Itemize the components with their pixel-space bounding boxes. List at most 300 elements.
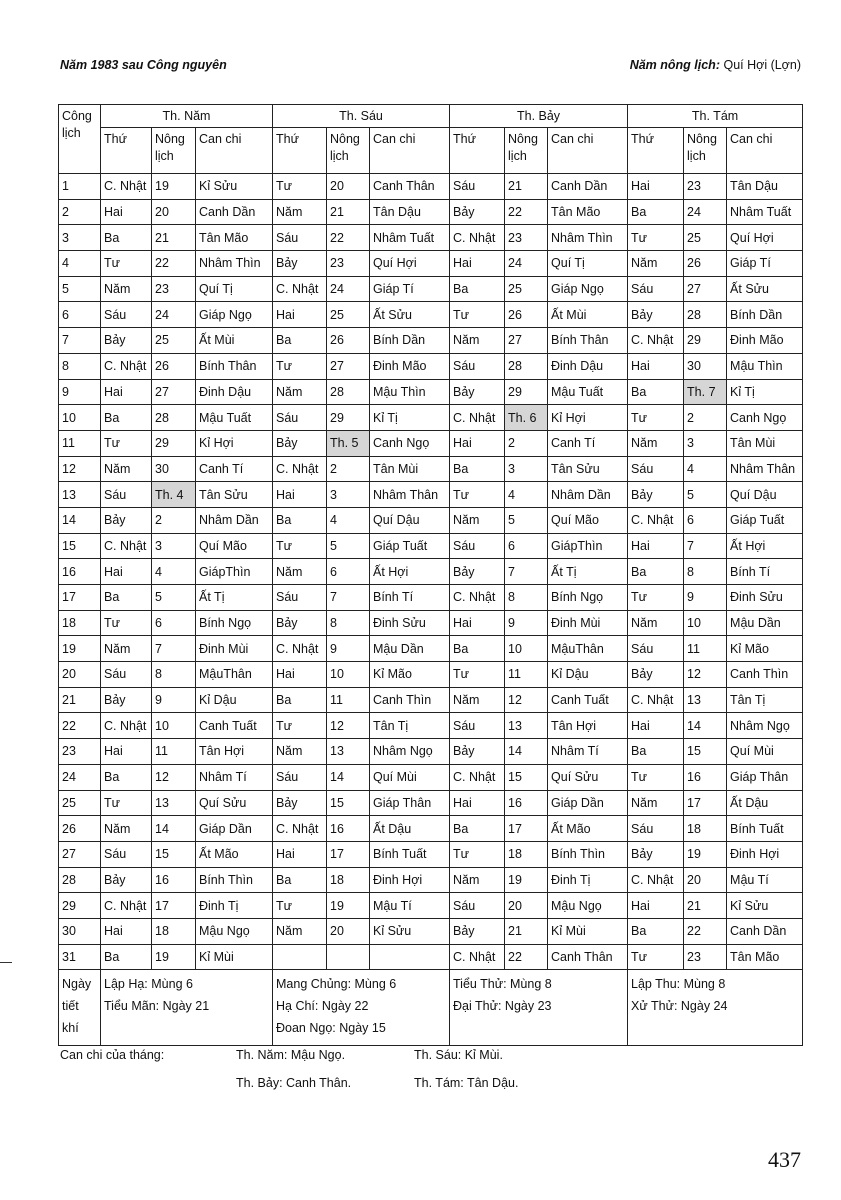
lunar-day-cell: 13 [684,687,727,713]
calendar-body [59,174,803,970]
lunar-day-cell: 7 [684,533,727,559]
can-chi-cell: Đinh Tị [548,867,628,893]
lunar-day-cell: Th. 7 [684,379,727,405]
can-chi-cell: Nhâm Thân [727,456,803,482]
lunar-day-cell: 5 [152,585,196,611]
cong-lich-header: Công lịch [59,105,101,174]
solar-terms-cell [273,970,450,1046]
can-chi-cell: Quí Tị [196,276,273,302]
can-chi-cell: Quí Mùi [727,739,803,765]
can-chi-cell: Kỉ Sửu [196,174,273,200]
can-chi-cell: Kỉ Tị [727,379,803,405]
can-chi-cell: Tân Mão [196,225,273,251]
lunar-day-cell: 8 [505,585,548,611]
can-chi-cell: Kỉ Hợi [196,430,273,456]
lunar-day-cell: 13 [152,790,196,816]
can-chi-cell: Tân Sửu [548,456,628,482]
lunar-day-cell: 25 [505,276,548,302]
sub-header-thu: Thứ [273,128,327,174]
weekday-cell: Năm [628,251,684,277]
sub-header-nong-lich: Nông lịch [327,128,370,174]
weekday-cell: Sáu [273,405,327,431]
weekday-cell: Bảy [273,430,327,456]
solar-day-cell: 26 [59,816,101,842]
lunar-day-cell: 16 [505,790,548,816]
lunar-day-cell: Th. 6 [505,405,548,431]
table-row [59,199,803,225]
can-chi-cell: Bính Ngọ [548,585,628,611]
lunar-day-cell: 24 [684,199,727,225]
weekday-cell: Ba [450,816,505,842]
weekday-cell: Bảy [273,610,327,636]
can-chi-cell: Đinh Sửu [370,610,450,636]
weekday-cell: Sáu [628,456,684,482]
lunar-day-cell: 11 [505,662,548,688]
can-chi-cell: Tân Dậu [370,199,450,225]
can-chi-cell: Tân Mùi [727,430,803,456]
weekday-cell: Năm [628,430,684,456]
weekday-cell: Ba [450,636,505,662]
solar-day-cell: 30 [59,918,101,944]
weekday-cell: Hai [101,559,152,585]
can-chi-cell: Đinh Hợi [370,867,450,893]
can-chi-cell: Giáp Dần [548,790,628,816]
weekday-cell: Hai [273,482,327,508]
weekday-cell: Ba [628,918,684,944]
table-row [59,636,803,662]
can-chi-cell: Tân Sửu [196,482,273,508]
weekday-cell: Ba [450,456,505,482]
lunar-day-cell: 7 [327,585,370,611]
sub-header-thu: Thứ [450,128,505,174]
weekday-cell: Sáu [273,225,327,251]
weekday-cell: Sáu [450,353,505,379]
weekday-cell: Tư [628,225,684,251]
table-row [59,456,803,482]
can-chi-cell: Canh Thân [548,944,628,970]
can-chi-cell [370,944,450,970]
lunar-day-cell: 12 [505,687,548,713]
weekday-cell: Sáu [450,713,505,739]
table-row [59,276,803,302]
weekday-cell: C. Nhật [101,353,152,379]
lunar-day-cell: 30 [684,353,727,379]
can-chi-cell: Giáp Ngọ [548,276,628,302]
can-chi-cell: Giáp Thân [727,764,803,790]
lunar-day-cell [327,944,370,970]
weekday-cell: Hai [273,302,327,328]
weekday-cell: Năm [273,559,327,585]
weekday-cell: Tư [450,302,505,328]
lunar-day-cell: 17 [327,841,370,867]
lunar-day-cell: 11 [327,687,370,713]
weekday-cell: Năm [101,816,152,842]
weekday-cell: Tư [273,713,327,739]
can-chi-cell: Mậu Ngọ [548,893,628,919]
lunar-day-cell: 17 [152,893,196,919]
lunar-day-cell: 6 [505,533,548,559]
can-chi-cell: Mậu Dần [370,636,450,662]
solar-day-cell: 31 [59,944,101,970]
lunar-day-cell: 28 [327,379,370,405]
weekday-cell: Sáu [628,816,684,842]
lunar-day-cell: 10 [152,713,196,739]
can-chi-cell: Đinh Mùi [548,610,628,636]
can-chi-cell: Quí Mão [196,533,273,559]
table-row [59,687,803,713]
solar-day-cell: 10 [59,405,101,431]
can-chi-cell: Mậu Thìn [727,353,803,379]
weekday-cell: Bảy [450,199,505,225]
lunar-day-cell: 20 [152,199,196,225]
can-chi-cell: Mậu Thìn [370,379,450,405]
weekday-cell: Hai [628,713,684,739]
lunar-day-cell: 14 [152,816,196,842]
lunar-day-cell: 6 [684,507,727,533]
lunar-day-cell: 12 [327,713,370,739]
footer-item: Th. Sáu: Kỉ Mùi. [414,1048,503,1062]
weekday-cell: Hai [628,533,684,559]
can-chi-cell: Đinh Dậu [548,353,628,379]
lunar-day-cell: 14 [327,764,370,790]
solar-term: Mang Chủng: Mùng 6 [276,977,397,992]
lunar-day-cell: 10 [327,662,370,688]
month-header: Th. Năm [101,105,273,128]
weekday-cell: Năm [450,867,505,893]
can-chi-cell: Bính Thân [548,328,628,354]
sub-header-nong-lich: Nông lịch [152,128,196,174]
lunar-day-cell: 25 [152,328,196,354]
can-chi-cell: Đinh Mùi [196,636,273,662]
solar-day-cell: 11 [59,430,101,456]
table-row [59,328,803,354]
weekday-cell: Tư [273,174,327,200]
weekday-cell: Ba [628,199,684,225]
lunar-day-cell: 24 [327,276,370,302]
weekday-cell: C. Nhật [101,174,152,200]
lunar-day-cell: 16 [327,816,370,842]
solar-term: Đoan Ngọ: Ngày 15 [276,1021,386,1036]
table-row [59,713,803,739]
weekday-cell: Ba [628,559,684,585]
can-chi-cell: GiápThìn [548,533,628,559]
lunar-day-cell: 21 [152,225,196,251]
weekday-cell: Ba [101,944,152,970]
weekday-cell: Năm [628,610,684,636]
lunar-day-cell: 26 [327,328,370,354]
lunar-day-cell: 14 [684,713,727,739]
can-chi-cell: Bính Dần [727,302,803,328]
lunar-day-cell: 27 [152,379,196,405]
lunar-day-cell: 26 [505,302,548,328]
weekday-cell: C. Nhật [273,456,327,482]
weekday-cell: Bảy [450,379,505,405]
solar-day-cell: 9 [59,379,101,405]
can-chi-cell: Quí Sửu [548,764,628,790]
sub-header-nong-lich: Nông lịch [684,128,727,174]
can-chi-cell: Đinh Mão [370,353,450,379]
table-row [59,739,803,765]
table-row [59,405,803,431]
lunar-day-cell: 18 [327,867,370,893]
lunar-day-cell: 29 [152,430,196,456]
lunar-day-cell: 21 [505,174,548,200]
lunar-day-cell: Th. 5 [327,430,370,456]
lunar-day-cell: 10 [684,610,727,636]
weekday-cell: Năm [101,276,152,302]
lunar-day-cell: 19 [327,893,370,919]
weekday-cell: Sáu [450,893,505,919]
lunar-day-cell: 23 [505,225,548,251]
weekday-cell: Sáu [628,276,684,302]
lunar-day-cell: 21 [327,199,370,225]
solar-day-cell: 13 [59,482,101,508]
lunar-day-cell: 2 [152,507,196,533]
header-year: Năm 1983 sau Công nguyên [60,58,227,72]
can-chi-cell: Canh Tí [548,430,628,456]
weekday-cell: Hai [450,430,505,456]
weekday-cell: Bảy [450,739,505,765]
solar-terms-label: Ngày tiết khí [59,970,101,1046]
weekday-cell: Sáu [273,764,327,790]
header-lunar-value: Quí Hợi (Lợn) [723,58,801,72]
lunar-day-cell: 6 [327,559,370,585]
can-chi-cell: Bính Ngọ [196,610,273,636]
lunar-day-cell: 27 [684,276,727,302]
lunar-day-cell: 18 [684,816,727,842]
solar-day-cell: 28 [59,867,101,893]
can-chi-cell: Kỉ Mão [370,662,450,688]
can-chi-cell: Đinh Mão [727,328,803,354]
weekday-cell: Ba [101,225,152,251]
weekday-cell: Bảy [101,867,152,893]
weekday-cell: Sáu [450,174,505,200]
lunar-day-cell: 6 [152,610,196,636]
can-chi-cell: Canh Thân [370,174,450,200]
solar-day-cell: 2 [59,199,101,225]
weekday-cell: Bảy [101,687,152,713]
sub-header-can-chi: Can chi [727,128,803,174]
can-chi-cell: Nhâm Ngọ [727,713,803,739]
lunar-day-cell: 3 [152,533,196,559]
can-chi-cell: Giáp Tuất [727,507,803,533]
weekday-cell: Bảy [101,328,152,354]
lunar-day-cell: 26 [684,251,727,277]
table-row [59,893,803,919]
weekday-cell: C. Nhật [101,533,152,559]
can-chi-cell: Mậu Dần [727,610,803,636]
weekday-cell: Bảy [101,507,152,533]
can-chi-cell: Ất Mão [196,841,273,867]
weekday-cell: C. Nhật [450,764,505,790]
solar-term: Lập Thu: Mùng 8 [631,977,726,992]
weekday-cell: Ba [101,585,152,611]
can-chi-cell: Mậu Ngọ [196,918,273,944]
weekday-cell: Sáu [628,636,684,662]
weekday-cell: C. Nhật [273,276,327,302]
lunar-day-cell: 28 [505,353,548,379]
solar-term: Tiểu Mãn: Ngày 21 [104,999,210,1014]
lunar-day-cell: 19 [684,841,727,867]
weekday-cell: Hai [273,841,327,867]
can-chi-cell: Đinh Hợi [727,841,803,867]
weekday-cell: Tư [450,841,505,867]
can-chi-cell: Ất Dậu [727,790,803,816]
weekday-cell: Hai [450,610,505,636]
weekday-cell: C. Nhật [628,867,684,893]
weekday-cell: C. Nhật [450,225,505,251]
table-row [59,816,803,842]
can-chi-cell: Nhâm Dần [196,507,273,533]
can-chi-cell: Canh Ngọ [370,430,450,456]
header-lunar-year [630,58,801,72]
lunar-day-cell: 3 [505,456,548,482]
can-chi-cell: Bính Thìn [548,841,628,867]
sub-header-nong-lich: Nông lịch [505,128,548,174]
solar-term: Đại Thử: Ngày 23 [453,999,552,1014]
can-chi-cell: Nhâm Ngọ [370,739,450,765]
lunar-day-cell: 5 [684,482,727,508]
can-chi-cell: Kỉ Sửu [727,893,803,919]
can-chi-cell: Giáp Tuất [370,533,450,559]
lunar-day-cell: 21 [505,918,548,944]
lunar-day-cell: 16 [684,764,727,790]
weekday-cell: Hai [628,353,684,379]
weekday-cell: Năm [273,199,327,225]
can-chi-cell: Ất Mùi [548,302,628,328]
lunar-day-cell: 4 [505,482,548,508]
lunar-day-cell: 29 [327,405,370,431]
solar-day-cell: 12 [59,456,101,482]
lunar-day-cell: 22 [505,199,548,225]
can-chi-cell: Kỉ Dậu [548,662,628,688]
can-chi-cell: Mậu Tí [370,893,450,919]
weekday-cell: Ba [628,379,684,405]
can-chi-cell: Quí Sửu [196,790,273,816]
solar-term: Lập Hạ: Mùng 6 [104,977,193,992]
weekday-cell: Tư [628,764,684,790]
lunar-day-cell: 27 [505,328,548,354]
lunar-day-cell: 3 [327,482,370,508]
lunar-day-cell: 12 [152,764,196,790]
can-chi-cell: Bính Thân [196,353,273,379]
solar-day-cell: 22 [59,713,101,739]
lunar-day-cell: 11 [684,636,727,662]
weekday-cell: Ba [450,276,505,302]
solar-term: Tiểu Thử: Mùng 8 [453,977,552,992]
can-chi-cell: Ất Tị [548,559,628,585]
weekday-cell: C. Nhật [101,713,152,739]
weekday-cell: Bảy [450,918,505,944]
can-chi-cell: Canh Dần [196,199,273,225]
weekday-cell: Ba [101,764,152,790]
can-chi-cell: Nhâm Tuất [370,225,450,251]
lunar-day-cell: 10 [505,636,548,662]
solar-day-cell: 18 [59,610,101,636]
month-header: Th. Bảy [450,105,628,128]
can-chi-cell: Mậu Tuất [196,405,273,431]
lunar-day-cell: 25 [327,302,370,328]
can-chi-cell: Quí Mão [548,507,628,533]
weekday-cell: Năm [101,456,152,482]
lunar-day-cell: 15 [684,739,727,765]
weekday-cell: Hai [273,662,327,688]
weekday-cell: Năm [450,328,505,354]
weekday-cell: Hai [101,199,152,225]
lunar-day-cell: 15 [152,841,196,867]
can-chi-cell: Kỉ Mùi [548,918,628,944]
solar-term: Xử Thử: Ngày 24 [631,999,728,1014]
can-chi-cell: Ất Sửu [370,302,450,328]
solar-day-cell: 17 [59,585,101,611]
weekday-cell: Hai [101,739,152,765]
can-chi-cell: Kỉ Dậu [196,687,273,713]
can-chi-cell: Quí Hợi [370,251,450,277]
can-chi-cell: Giáp Dần [196,816,273,842]
weekday-cell: Hai [450,790,505,816]
solar-term: Hạ Chí: Ngày 22 [276,999,369,1014]
footer-item: Th. Năm: Mậu Ngọ. [236,1048,346,1062]
table-row [59,610,803,636]
can-chi-cell: Kỉ Mùi [196,944,273,970]
lunar-day-cell: 28 [152,405,196,431]
can-chi-cell: Giáp Ngọ [196,302,273,328]
can-chi-cell: Giáp Tí [370,276,450,302]
lunar-day-cell: 24 [505,251,548,277]
weekday-cell: Tư [101,251,152,277]
solar-day-cell: 25 [59,790,101,816]
can-chi-cell: Ất Mùi [196,328,273,354]
can-chi-cell: MậuThân [196,662,273,688]
lunar-day-cell: 4 [327,507,370,533]
weekday-cell: Ba [273,507,327,533]
table-row [59,225,803,251]
weekday-cell: Bảy [628,482,684,508]
can-chi-cell: Canh Tí [196,456,273,482]
solar-day-cell: 23 [59,739,101,765]
lunar-day-cell: 19 [505,867,548,893]
can-chi-cell: Quí Dậu [727,482,803,508]
solar-day-cell: 15 [59,533,101,559]
solar-day-cell: 16 [59,559,101,585]
can-chi-cell: Canh Thìn [727,662,803,688]
sub-header-can-chi: Can chi [548,128,628,174]
weekday-cell: Bảy [273,251,327,277]
lunar-day-cell: 22 [152,251,196,277]
lunar-day-cell: 15 [505,764,548,790]
can-chi-cell: Tân Hợi [548,713,628,739]
can-chi-cell: Quí Tị [548,251,628,277]
table-row [59,662,803,688]
weekday-cell: C. Nhật [450,944,505,970]
can-chi-cell: Canh Dần [548,174,628,200]
can-chi-cell: Quí Hợi [727,225,803,251]
weekday-cell: Hai [628,893,684,919]
footer-item: Th. Bảy: Canh Thân. [236,1076,352,1090]
solar-terms-cell [628,970,803,1046]
can-chi-cell: GiápThìn [196,559,273,585]
solar-day-cell: 4 [59,251,101,277]
lunar-day-cell: 9 [505,610,548,636]
can-chi-cell: Nhâm Thìn [548,225,628,251]
can-chi-cell: Ất Mão [548,816,628,842]
can-chi-cell: Tân Tị [727,687,803,713]
weekday-cell: Bảy [628,302,684,328]
lunar-day-cell: 30 [152,456,196,482]
lunar-day-cell: 28 [684,302,727,328]
lunar-day-cell: 8 [327,610,370,636]
can-chi-cell: Tân Tị [370,713,450,739]
